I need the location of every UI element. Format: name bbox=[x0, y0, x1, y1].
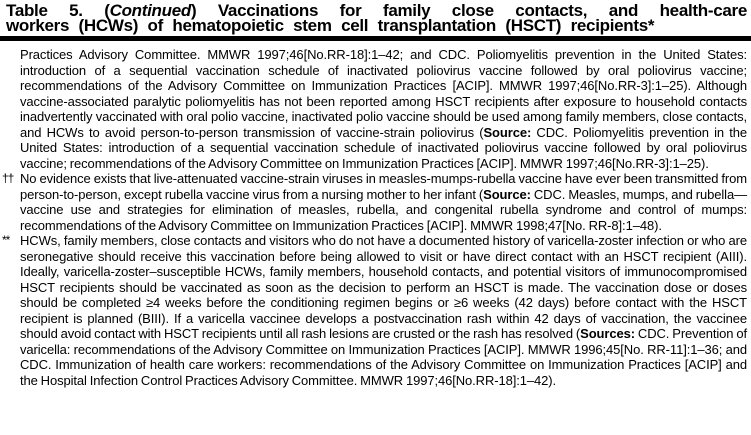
footnote-text: No evidence exists that live-attenuated vaccine-strain viruses in measles-mumps-rubella vaccine have ever been transmitted from person-to-person, except rubella vaccine virus from a nursing mother to her infant ( bbox=[20, 171, 747, 202]
title-divider-rule bbox=[0, 36, 751, 41]
footnote-marker-double-asterisk: ** bbox=[2, 233, 10, 247]
table-title bbox=[0, 0, 751, 33]
footnotes-section bbox=[0, 47, 751, 388]
title-continued-label: Continued bbox=[109, 1, 191, 20]
footnote-double-asterisk bbox=[0, 233, 747, 388]
footnote-text: Practices Advisory Committee. MMWR 1997;46[No.RR-18]:1–42; and CDC. Poliomyelitis prevention in the United States: introduction of a sequential vaccination schedule of inactivated poliovirus vaccine followed by oral poliovirus vaccine; recommendations of the Advisory Committee on Immunization Practices [ACIP]. MMWR 1997;46[No.RR-3]:1–25). Although vaccine-associated paralytic poliomyelitis has not been reported among HSCT recipients after exposure to household contacts inadvertently vaccinated with oral polio vaccine, inactivated polio vaccine should be used among family members, close contacts, and HCWs to avoid person-to-person transmission of vaccine-strain poliovirus ( bbox=[20, 47, 747, 140]
sources-label: Sources: bbox=[580, 326, 635, 341]
table-title-line-2: workers (HCWs) of hematopoietic stem cell transplantation (HSCT) recipients* bbox=[6, 16, 655, 35]
footnote-text: CDC. Prevention of varicella: recommendations of the Advisory Committee on Immunization Practices [ACIP]. MMWR 1996;45[No. RR-11]:1–36; and CDC. Immunization of health care workers: recommendations of the Advisory Committee on Immunization Practices [ACIP] and the Hospital Infection Control Practices Advisory Committee. MMWR 1997;46[No.RR-18]:1–42). bbox=[20, 326, 747, 388]
footnote-marker-dagger-dagger: †† bbox=[2, 171, 14, 185]
source-label: Source: bbox=[483, 124, 532, 140]
footnote-text: CDC. Poliomyelitis prevention in the United States: introduction of a sequential vaccination schedule of inactivated poliovirus vaccine followed by oral poliovirus vaccine; recommendations of the Advisory Committee on Immunization Practices [ACIP]. MMWR 1997;46[No.RR-3]:1–25). bbox=[20, 124, 747, 171]
title-text: ) Vaccinations for family close contacts, and health-care bbox=[190, 1, 747, 20]
title-prefix: Table 5. ( bbox=[6, 1, 110, 20]
footnote-dagger-dagger bbox=[0, 171, 747, 233]
footnote-text: CDC. Measles, mumps, and rubella—vaccine use and strategies for elimination of measles, rubella, and congenital rubella syndrome and control of mumps: recommendations of the Advisory Committee on Immunization Practices [ACIP]. MMWR 1998;47[No. RR-8]:1–48). bbox=[20, 186, 747, 233]
source-label: Source: bbox=[483, 186, 531, 202]
footnote-text: HCWs, family members, close contacts and visitors who do not have a documented history of varicella-zoster infection or who are seronegative should receive this vaccination before being allowed to visit or have direct contact with an HSCT recipient (AIII). Ideally, varicella-zoster–susceptible HCWs, family members, household contacts, and potential visitors of immunocompromised HSCT recipients should be vaccinated as soon as the decision to perform an HSCT is made. The vaccination dose or doses should be completed ≥4 weeks before the conditioning regimen begins or ≥6 weeks (42 days) before contact with the HSCT recipient is planned (BIII). If a varicella vaccinee develops a postvaccination rash within 42 days of vaccination, the vaccinee should avoid contact with HSCT recipients until all rash lesions are crusted or the rash has resolved ( bbox=[20, 233, 747, 341]
footnote-continuation bbox=[0, 47, 747, 171]
